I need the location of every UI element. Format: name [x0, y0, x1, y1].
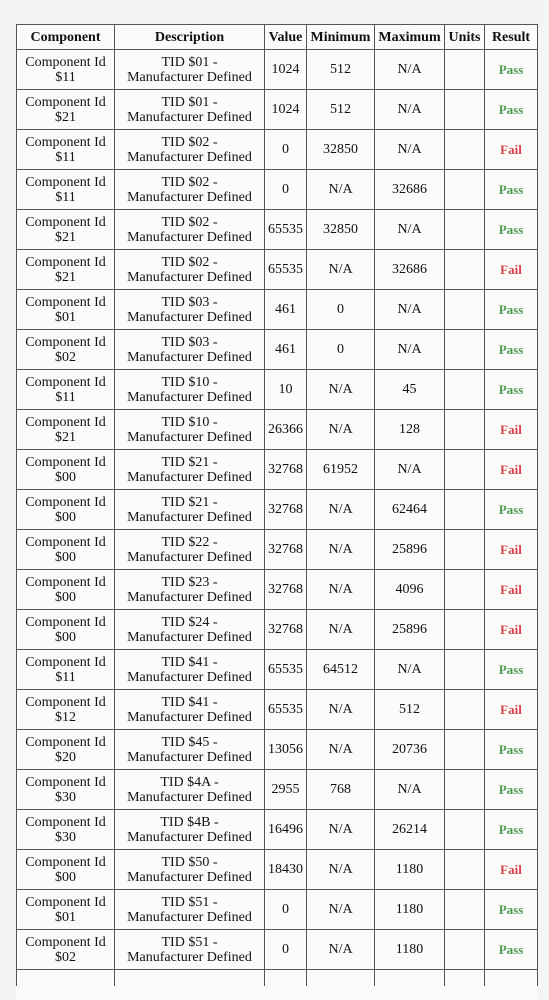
component-cell — [17, 170, 115, 210]
description-cell — [115, 690, 265, 730]
description-line-2: Manufacturer Defined — [127, 949, 252, 965]
value-cell: 2955 — [265, 770, 307, 810]
component-label: Component Id — [25, 934, 106, 950]
units-cell — [445, 810, 485, 850]
description-cell — [115, 450, 265, 490]
component-cell — [17, 890, 115, 930]
description-cell — [115, 650, 265, 690]
component-id: $11 — [55, 389, 76, 405]
component-cell — [17, 650, 115, 690]
table-row — [17, 770, 538, 810]
units-cell — [445, 650, 485, 690]
result-cell: Fail — [485, 530, 538, 570]
description-cell — [115, 930, 265, 970]
units-cell — [445, 690, 485, 730]
value-cell: 0 — [265, 130, 307, 170]
minimum-cell: N/A — [307, 890, 375, 930]
description-line-1: TID $10 - — [161, 374, 218, 390]
component-id: $11 — [55, 669, 76, 685]
description-cell — [115, 50, 265, 90]
maximum-cell: N/A — [375, 330, 445, 370]
units-cell — [445, 370, 485, 410]
component-label: Component Id — [25, 454, 106, 470]
description-line-2: Manufacturer Defined — [127, 389, 252, 405]
table-row — [17, 490, 538, 530]
description-line-1: TID $41 - — [161, 654, 218, 670]
description-cell — [115, 530, 265, 570]
table-row — [17, 170, 538, 210]
value-cell: 0 — [265, 890, 307, 930]
component-cell — [17, 130, 115, 170]
maximum-cell: 1180 — [375, 850, 445, 890]
component-cell — [17, 850, 115, 890]
description-cell — [115, 170, 265, 210]
component-id: $21 — [55, 229, 76, 245]
maximum-cell: 62464 — [375, 490, 445, 530]
minimum-cell: 61952 — [307, 450, 375, 490]
description-line-1: TID $03 - — [161, 334, 218, 350]
value-cell: 32768 — [265, 570, 307, 610]
maximum-cell: 1180 — [375, 890, 445, 930]
empty-cell — [115, 970, 265, 987]
units-cell — [445, 290, 485, 330]
description-line-1: TID $01 - — [161, 94, 218, 110]
table-row — [17, 610, 538, 650]
description-line-1: TID $01 - — [161, 54, 218, 70]
maximum-cell: N/A — [375, 450, 445, 490]
component-cell — [17, 330, 115, 370]
component-id: $00 — [55, 549, 76, 565]
header-maximum: Maximum — [375, 25, 445, 50]
component-cell — [17, 210, 115, 250]
result-cell: Pass — [485, 930, 538, 970]
maximum-cell: N/A — [375, 50, 445, 90]
units-cell — [445, 490, 485, 530]
value-cell: 0 — [265, 930, 307, 970]
minimum-cell: N/A — [307, 530, 375, 570]
component-label: Component Id — [25, 894, 106, 910]
units-cell — [445, 250, 485, 290]
component-label: Component Id — [25, 734, 106, 750]
units-cell — [445, 730, 485, 770]
description-line-2: Manufacturer Defined — [127, 69, 252, 85]
description-line-2: Manufacturer Defined — [127, 789, 252, 805]
units-cell — [445, 850, 485, 890]
description-line-1: TID $21 - — [161, 494, 218, 510]
description-cell — [115, 610, 265, 650]
minimum-cell: N/A — [307, 410, 375, 450]
description-line-1: TID $4A - — [160, 774, 219, 790]
value-cell: 16496 — [265, 810, 307, 850]
value-cell: 461 — [265, 290, 307, 330]
table-row — [17, 370, 538, 410]
table-row — [17, 530, 538, 570]
value-cell: 32768 — [265, 450, 307, 490]
description-line-1: TID $02 - — [161, 174, 218, 190]
value-cell: 26366 — [265, 410, 307, 450]
description-line-2: Manufacturer Defined — [127, 909, 252, 925]
value-cell: 65535 — [265, 250, 307, 290]
component-label: Component Id — [25, 654, 106, 670]
document-page — [16, 24, 537, 1000]
description-line-1: TID $02 - — [161, 214, 218, 230]
minimum-cell: 32850 — [307, 210, 375, 250]
table-row — [17, 130, 538, 170]
component-cell — [17, 410, 115, 450]
description-cell — [115, 890, 265, 930]
description-line-2: Manufacturer Defined — [127, 589, 252, 605]
result-cell: Pass — [485, 650, 538, 690]
value-cell: 65535 — [265, 690, 307, 730]
component-label: Component Id — [25, 94, 106, 110]
component-label: Component Id — [25, 534, 106, 550]
table-row — [17, 410, 538, 450]
component-id: $00 — [55, 629, 76, 645]
description-cell — [115, 850, 265, 890]
value-cell: 65535 — [265, 210, 307, 250]
component-label: Component Id — [25, 374, 106, 390]
result-cell: Fail — [485, 850, 538, 890]
table-row — [17, 810, 538, 850]
description-line-1: TID $4B - — [160, 814, 219, 830]
result-cell: Pass — [485, 810, 538, 850]
component-id: $11 — [55, 189, 76, 205]
table-row — [17, 690, 538, 730]
table-row — [17, 90, 538, 130]
units-cell — [445, 330, 485, 370]
maximum-cell: 25896 — [375, 530, 445, 570]
description-line-1: TID $51 - — [161, 894, 218, 910]
maximum-cell: 512 — [375, 690, 445, 730]
component-label: Component Id — [25, 574, 106, 590]
value-cell: 32768 — [265, 530, 307, 570]
component-cell — [17, 530, 115, 570]
minimum-cell: 768 — [307, 770, 375, 810]
minimum-cell: 512 — [307, 50, 375, 90]
table-row — [17, 250, 538, 290]
component-id: $20 — [55, 749, 76, 765]
result-cell: Pass — [485, 90, 538, 130]
component-label: Component Id — [25, 814, 106, 830]
table-row — [17, 450, 538, 490]
component-cell — [17, 450, 115, 490]
description-line-1: TID $03 - — [161, 294, 218, 310]
description-cell — [115, 290, 265, 330]
component-label: Component Id — [25, 214, 106, 230]
component-label: Component Id — [25, 854, 106, 870]
maximum-cell: 45 — [375, 370, 445, 410]
value-cell: 65535 — [265, 650, 307, 690]
minimum-cell: 0 — [307, 290, 375, 330]
description-line-2: Manufacturer Defined — [127, 269, 252, 285]
maximum-cell: N/A — [375, 290, 445, 330]
table-row — [17, 850, 538, 890]
component-id: $01 — [55, 909, 76, 925]
units-cell — [445, 570, 485, 610]
component-cell — [17, 490, 115, 530]
description-cell — [115, 210, 265, 250]
header-result: Result — [485, 25, 538, 50]
description-line-1: TID $10 - — [161, 414, 218, 430]
component-id: $00 — [55, 869, 76, 885]
table-row — [17, 50, 538, 90]
description-line-2: Manufacturer Defined — [127, 149, 252, 165]
units-cell — [445, 410, 485, 450]
component-cell — [17, 290, 115, 330]
description-line-2: Manufacturer Defined — [127, 189, 252, 205]
units-cell — [445, 170, 485, 210]
component-cell — [17, 370, 115, 410]
component-cell — [17, 730, 115, 770]
description-cell — [115, 410, 265, 450]
component-cell — [17, 50, 115, 90]
component-id: $02 — [55, 949, 76, 965]
minimum-cell: N/A — [307, 490, 375, 530]
value-cell: 1024 — [265, 50, 307, 90]
result-cell: Pass — [485, 50, 538, 90]
description-line-1: TID $50 - — [161, 854, 218, 870]
units-cell — [445, 770, 485, 810]
component-id: $30 — [55, 829, 76, 845]
maximum-cell: 1180 — [375, 930, 445, 970]
minimum-cell: N/A — [307, 370, 375, 410]
component-cell — [17, 930, 115, 970]
result-cell: Fail — [485, 130, 538, 170]
value-cell: 32768 — [265, 490, 307, 530]
value-cell: 13056 — [265, 730, 307, 770]
component-label: Component Id — [25, 134, 106, 150]
description-cell — [115, 250, 265, 290]
component-label: Component Id — [25, 694, 106, 710]
result-cell: Fail — [485, 450, 538, 490]
units-cell — [445, 930, 485, 970]
component-cell — [17, 90, 115, 130]
minimum-cell: 32850 — [307, 130, 375, 170]
component-label: Component Id — [25, 174, 106, 190]
maximum-cell: 32686 — [375, 250, 445, 290]
component-cell — [17, 250, 115, 290]
maximum-cell: 128 — [375, 410, 445, 450]
result-cell: Pass — [485, 290, 538, 330]
header-row — [17, 25, 538, 50]
description-cell — [115, 810, 265, 850]
component-cell — [17, 610, 115, 650]
description-line-1: TID $45 - — [161, 734, 218, 750]
minimum-cell: 0 — [307, 330, 375, 370]
minimum-cell: N/A — [307, 690, 375, 730]
maximum-cell: 32686 — [375, 170, 445, 210]
units-cell — [445, 90, 485, 130]
description-line-1: TID $24 - — [161, 614, 218, 630]
component-label: Component Id — [25, 774, 106, 790]
description-cell — [115, 570, 265, 610]
description-line-1: TID $41 - — [161, 694, 218, 710]
description-line-2: Manufacturer Defined — [127, 349, 252, 365]
header-description: Description — [115, 25, 265, 50]
units-cell — [445, 610, 485, 650]
component-label: Component Id — [25, 614, 106, 630]
result-cell: Pass — [485, 210, 538, 250]
table-row — [17, 330, 538, 370]
description-line-2: Manufacturer Defined — [127, 629, 252, 645]
minimum-cell: N/A — [307, 570, 375, 610]
description-line-2: Manufacturer Defined — [127, 309, 252, 325]
header-component: Component — [17, 25, 115, 50]
units-cell — [445, 50, 485, 90]
value-cell: 461 — [265, 330, 307, 370]
result-cell: Fail — [485, 570, 538, 610]
result-cell: Fail — [485, 610, 538, 650]
header-value: Value — [265, 25, 307, 50]
table-row — [17, 890, 538, 930]
component-id: $02 — [55, 349, 76, 365]
component-cell — [17, 770, 115, 810]
component-label: Component Id — [25, 254, 106, 270]
maximum-cell: N/A — [375, 770, 445, 810]
description-line-1: TID $02 - — [161, 134, 218, 150]
description-line-1: TID $02 - — [161, 254, 218, 270]
description-line-2: Manufacturer Defined — [127, 509, 252, 525]
description-line-1: TID $51 - — [161, 934, 218, 950]
component-id: $01 — [55, 309, 76, 325]
description-line-2: Manufacturer Defined — [127, 109, 252, 125]
description-line-1: TID $22 - — [161, 534, 218, 550]
result-cell: Pass — [485, 370, 538, 410]
minimum-cell: N/A — [307, 810, 375, 850]
maximum-cell: 26214 — [375, 810, 445, 850]
description-cell — [115, 370, 265, 410]
component-id: $00 — [55, 469, 76, 485]
component-id: $00 — [55, 589, 76, 605]
minimum-cell: 64512 — [307, 650, 375, 690]
result-cell: Pass — [485, 170, 538, 210]
value-cell: 10 — [265, 370, 307, 410]
minimum-cell: N/A — [307, 730, 375, 770]
result-cell: Pass — [485, 490, 538, 530]
table-row — [17, 730, 538, 770]
table-row — [17, 930, 538, 970]
table-row — [17, 570, 538, 610]
maximum-cell: N/A — [375, 650, 445, 690]
component-id: $12 — [55, 709, 76, 725]
result-cell: Fail — [485, 250, 538, 290]
maximum-cell: 4096 — [375, 570, 445, 610]
units-cell — [445, 890, 485, 930]
empty-cell — [17, 970, 115, 987]
table-row — [17, 290, 538, 330]
component-id: $21 — [55, 429, 76, 445]
minimum-cell: 512 — [307, 90, 375, 130]
component-id: $00 — [55, 509, 76, 525]
empty-cell — [265, 970, 307, 987]
value-cell: 32768 — [265, 610, 307, 650]
description-line-2: Manufacturer Defined — [127, 229, 252, 245]
table-row-cut-off — [17, 970, 538, 987]
component-id: $21 — [55, 269, 76, 285]
minimum-cell: N/A — [307, 610, 375, 650]
minimum-cell: N/A — [307, 850, 375, 890]
description-line-1: TID $23 - — [161, 574, 218, 590]
component-id: $21 — [55, 109, 76, 125]
description-cell — [115, 90, 265, 130]
description-line-2: Manufacturer Defined — [127, 869, 252, 885]
table-body — [17, 50, 538, 987]
description-line-2: Manufacturer Defined — [127, 469, 252, 485]
maximum-cell: N/A — [375, 90, 445, 130]
component-label: Component Id — [25, 334, 106, 350]
empty-cell — [307, 970, 375, 987]
component-cell — [17, 810, 115, 850]
component-id: $11 — [55, 149, 76, 165]
empty-cell — [445, 970, 485, 987]
description-cell — [115, 770, 265, 810]
description-line-2: Manufacturer Defined — [127, 709, 252, 725]
component-id: $11 — [55, 69, 76, 85]
units-cell — [445, 530, 485, 570]
test-results-table — [16, 24, 538, 986]
minimum-cell: N/A — [307, 170, 375, 210]
result-cell: Pass — [485, 770, 538, 810]
header-units: Units — [445, 25, 485, 50]
units-cell — [445, 210, 485, 250]
maximum-cell: 20736 — [375, 730, 445, 770]
empty-cell — [485, 970, 538, 987]
result-cell: Pass — [485, 730, 538, 770]
component-label: Component Id — [25, 414, 106, 430]
maximum-cell: N/A — [375, 210, 445, 250]
description-line-2: Manufacturer Defined — [127, 669, 252, 685]
result-cell: Fail — [485, 690, 538, 730]
units-cell — [445, 130, 485, 170]
component-id: $30 — [55, 789, 76, 805]
component-cell — [17, 570, 115, 610]
description-line-2: Manufacturer Defined — [127, 829, 252, 845]
description-line-2: Manufacturer Defined — [127, 749, 252, 765]
table-row — [17, 650, 538, 690]
description-line-1: TID $21 - — [161, 454, 218, 470]
component-label: Component Id — [25, 54, 106, 70]
empty-cell — [375, 970, 445, 987]
maximum-cell: 25896 — [375, 610, 445, 650]
description-line-2: Manufacturer Defined — [127, 549, 252, 565]
description-cell — [115, 730, 265, 770]
value-cell: 1024 — [265, 90, 307, 130]
table-row — [17, 210, 538, 250]
component-label: Component Id — [25, 494, 106, 510]
header-minimum: Minimum — [307, 25, 375, 50]
component-cell — [17, 690, 115, 730]
value-cell: 0 — [265, 170, 307, 210]
result-cell: Pass — [485, 890, 538, 930]
result-cell: Fail — [485, 410, 538, 450]
description-cell — [115, 490, 265, 530]
component-label: Component Id — [25, 294, 106, 310]
description-cell — [115, 330, 265, 370]
value-cell: 18430 — [265, 850, 307, 890]
minimum-cell: N/A — [307, 930, 375, 970]
units-cell — [445, 450, 485, 490]
result-cell: Pass — [485, 330, 538, 370]
minimum-cell: N/A — [307, 250, 375, 290]
description-line-2: Manufacturer Defined — [127, 429, 252, 445]
maximum-cell: N/A — [375, 130, 445, 170]
description-cell — [115, 130, 265, 170]
